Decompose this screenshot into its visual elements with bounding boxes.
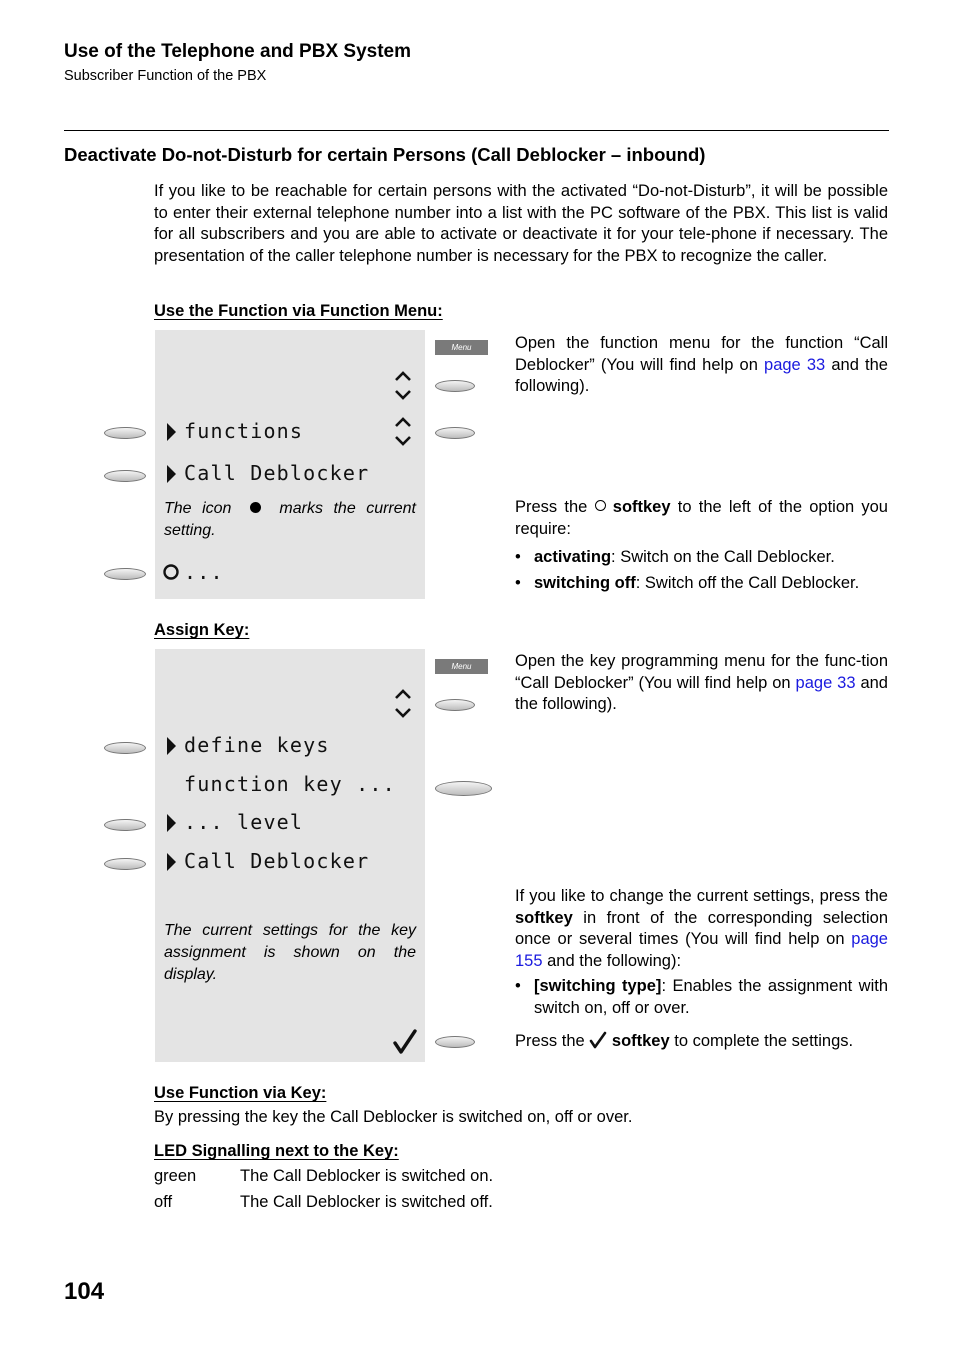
step-text-after: and the following): xyxy=(547,951,682,970)
softkey-term: softkey xyxy=(515,908,573,927)
list-item xyxy=(515,573,888,595)
triangle-pointer-icon xyxy=(165,736,177,756)
led-state-green: green xyxy=(154,1167,197,1185)
bullet-icon: • xyxy=(515,574,521,592)
step-text: Press the xyxy=(515,498,588,516)
page-link[interactable]: page 155 xyxy=(515,930,888,970)
navigation-key[interactable] xyxy=(435,380,475,392)
checkmark-icon xyxy=(589,1031,607,1049)
function-key[interactable] xyxy=(435,781,492,796)
led-state-off: off xyxy=(154,1193,173,1211)
triangle-pointer-icon xyxy=(165,464,177,484)
use-via-key-text: By pressing the key the Call Deblocker is switched on, off or over. xyxy=(154,1108,633,1126)
step-text-after: and the following). xyxy=(515,355,888,396)
step-text-after: and the following). xyxy=(515,673,888,714)
display-line-level: ... level xyxy=(184,810,304,834)
use-via-key-heading: Use Function via Key: xyxy=(154,1084,327,1102)
empty-circle-icon xyxy=(595,500,606,511)
bullet-term: [switching type] xyxy=(534,977,662,995)
led-meaning-off: The Call Deblocker is switched off. xyxy=(240,1193,493,1211)
led-heading: LED Signalling next to the Key: xyxy=(154,1142,399,1160)
list-item xyxy=(515,547,888,569)
filled-dot-icon xyxy=(250,502,261,513)
up-down-arrows-icon xyxy=(393,415,413,449)
triangle-pointer-icon xyxy=(165,422,177,442)
assign-key-heading: Assign Key: xyxy=(154,621,250,639)
display-line-function-key: function key ... xyxy=(184,772,396,796)
up-down-arrows-icon xyxy=(393,687,413,721)
softkey-define-keys[interactable] xyxy=(104,742,146,754)
step-text-rest: to the left of the option you require: xyxy=(515,498,888,538)
function-menu-step-open xyxy=(515,333,888,398)
softkey-term: softkey xyxy=(611,1032,670,1050)
bullet-term: switching off xyxy=(534,574,636,592)
bullet-text: : Switch on the Call Deblocker. xyxy=(611,548,835,566)
function-menu-step-press xyxy=(515,497,888,540)
step-text: Press the xyxy=(515,1032,585,1050)
display-line-call-deblocker: Call Deblocker xyxy=(184,849,370,873)
header-rule xyxy=(64,130,889,131)
display-line-define-keys: define keys xyxy=(184,733,330,757)
softkey-call-deblocker[interactable] xyxy=(104,858,146,870)
softkey-level[interactable] xyxy=(104,819,146,831)
menu-key[interactable]: Menu xyxy=(435,659,488,674)
note-text-before: The icon xyxy=(164,500,232,517)
page-link[interactable]: page 33 xyxy=(764,355,826,374)
display-line-call-deblocker: Call Deblocker xyxy=(184,461,370,485)
softkey-call-deblocker[interactable] xyxy=(104,470,146,482)
triangle-pointer-icon xyxy=(165,852,177,872)
confirm-softkey[interactable] xyxy=(435,1036,475,1048)
softkey-term: softkey xyxy=(612,498,671,516)
bullet-text: : Enables the assignment with switch on, off or over. xyxy=(534,977,888,1017)
step-text-rest: to complete the settings. xyxy=(674,1032,854,1050)
up-down-arrows-icon xyxy=(393,369,413,403)
bullet-term: activating xyxy=(534,548,612,566)
assign-key-step-change xyxy=(515,886,888,972)
bullet-icon: • xyxy=(515,548,521,566)
assign-key-step-complete xyxy=(515,1031,888,1053)
softkey-option[interactable] xyxy=(104,568,146,580)
navigation-key[interactable] xyxy=(435,699,475,711)
section-title: Deactivate Do-not-Disturb for certain Persons (Call Deblocker – inbound) xyxy=(64,144,706,165)
navigation-key[interactable] xyxy=(435,427,475,439)
menu-key[interactable]: Menu xyxy=(435,340,488,355)
intro-paragraph: If you like to be reachable for certain persons with the activated “Do-not-Disturb”, it will be possible to enter their external telephone number into a list with the PC software of the PBX. This list is valid for all subscribers and you are able to activate or deactivate it for your tele-phone if necessary. The presentation of the caller telephone number is necessary for the PBX to recognize the caller. xyxy=(154,182,888,265)
step-text: If you like to change the current settings, press the xyxy=(515,887,888,905)
step-text-b: in front of the corresponding selection once or several times (You will find help on xyxy=(515,908,888,949)
running-header-subtitle: Subscriber Function of the PBX xyxy=(64,68,267,84)
page-link[interactable]: page 33 xyxy=(795,673,856,692)
display-line-functions: functions xyxy=(184,419,304,443)
step-text: Open the function menu for the function “Call Deblocker” (You will find help on xyxy=(515,334,888,374)
function-menu-heading: Use the Function via Function Menu: xyxy=(154,302,443,320)
led-meaning-green: The Call Deblocker is switched on. xyxy=(240,1167,494,1185)
empty-circle-icon xyxy=(162,563,180,581)
assign-key-step-open xyxy=(515,651,888,716)
checkmark-icon xyxy=(392,1028,418,1056)
key-assignment-note: The current settings for the key assignment is shown on the display. xyxy=(164,922,416,983)
bullet-text: : Switch off the Call Deblocker. xyxy=(635,574,860,592)
bullet-icon: • xyxy=(515,977,521,995)
list-item xyxy=(515,976,888,1020)
step-text: Open the key programming menu for the func-tion “Call Deblocker” (You will find help on xyxy=(515,652,888,692)
current-setting-note xyxy=(164,498,416,542)
softkey-functions[interactable] xyxy=(104,427,146,439)
display-option-dots: ... xyxy=(184,560,224,584)
triangle-pointer-icon xyxy=(165,813,177,833)
page-number: 104 xyxy=(64,1278,105,1305)
note-text-after: marks the current setting. xyxy=(164,500,416,539)
running-header-title: Use of the Telephone and PBX System xyxy=(64,41,412,62)
